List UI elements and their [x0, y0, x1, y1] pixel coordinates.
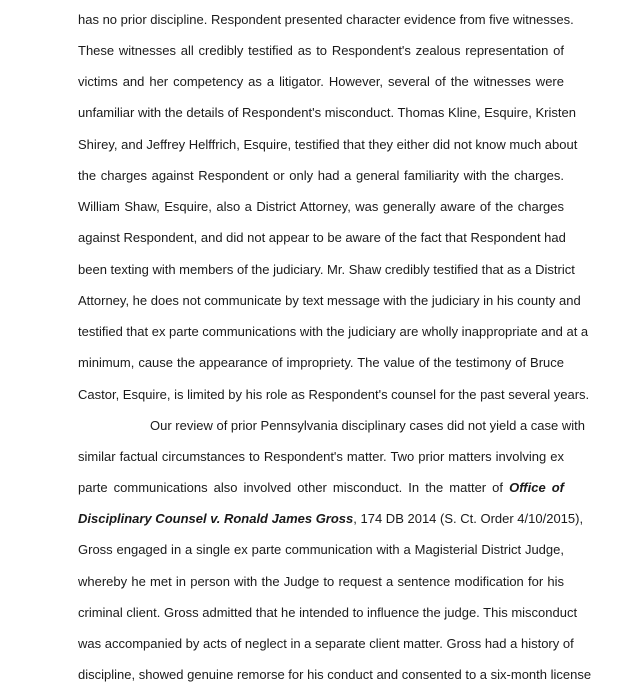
paragraph-line — [78, 511, 584, 527]
paragraph-line: similar factual circumstances to Respondent's matter. Two prior matters involving ex — [78, 449, 564, 464]
paragraph-line: Shirey, and Jeffrey Helffrich, Esquire, testified that they either did not know much about — [78, 137, 578, 152]
paragraph-line: has no prior discipline. Respondent presented character evidence from five witnesses. — [78, 12, 574, 27]
citation: , 174 DB 2014 (S. Ct. Order 4/10/2015), — [353, 511, 584, 526]
paragraph-line: unfamiliar with the details of Respondent's misconduct. Thomas Kline, Esquire, Kristen — [78, 105, 576, 120]
paragraph-line: the charges against Respondent or only had a general familiarity with the charges. — [78, 168, 564, 183]
case-name: Office of — [509, 480, 564, 495]
paragraph-line: William Shaw, Esquire, also a District Attorney, was generally aware of the charges — [78, 199, 564, 214]
paragraph-text: parte communications also involved other misconduct. In the matter of — [78, 480, 504, 495]
case-name: Disciplinary Counsel v. Ronald James Gross — [78, 511, 354, 526]
paragraph-line: Gross engaged in a single ex parte communication with a Magisterial District Judge, — [78, 542, 564, 557]
paragraph-line: discipline, showed genuine remorse for his conduct and consented to a six-month license — [78, 667, 592, 682]
paragraph-line: testified that ex parte communications with the judiciary are wholly inappropriate and at a — [78, 324, 589, 339]
paragraph-line: These witnesses all credibly testified as to Respondent's zealous representation of — [78, 43, 564, 58]
paragraph-line: was accompanied by acts of neglect in a separate client matter. Gross had a history of — [78, 636, 574, 651]
paragraph-line: victims and her competency as a litigator. However, several of the witnesses were — [78, 74, 564, 89]
paragraph-line: been texting with members of the judiciary. Mr. Shaw credibly testified that as a District — [78, 262, 575, 277]
paragraph-line: against Respondent, and did not appear to be aware of the fact that Respondent had — [78, 230, 566, 245]
paragraph-line: Attorney, he does not communicate by text message with the judiciary in his county and — [78, 293, 581, 308]
paragraph-last-line: Castor, Esquire, is limited by his role as Respondent's counsel for the past several years. — [78, 387, 590, 402]
paragraph-line: whereby he met in person with the Judge to request a sentence modification for his — [78, 574, 564, 589]
paragraph-line — [78, 480, 564, 496]
paragraph-first-line: Our review of prior Pennsylvania disciplinary cases did not yield a case with — [150, 418, 585, 433]
paragraph-line: criminal client. Gross admitted that he intended to influence the judge. This misconduct — [78, 605, 578, 620]
paragraph-line: minimum, cause the appearance of impropriety. The value of the testimony of Bruce — [78, 355, 564, 370]
